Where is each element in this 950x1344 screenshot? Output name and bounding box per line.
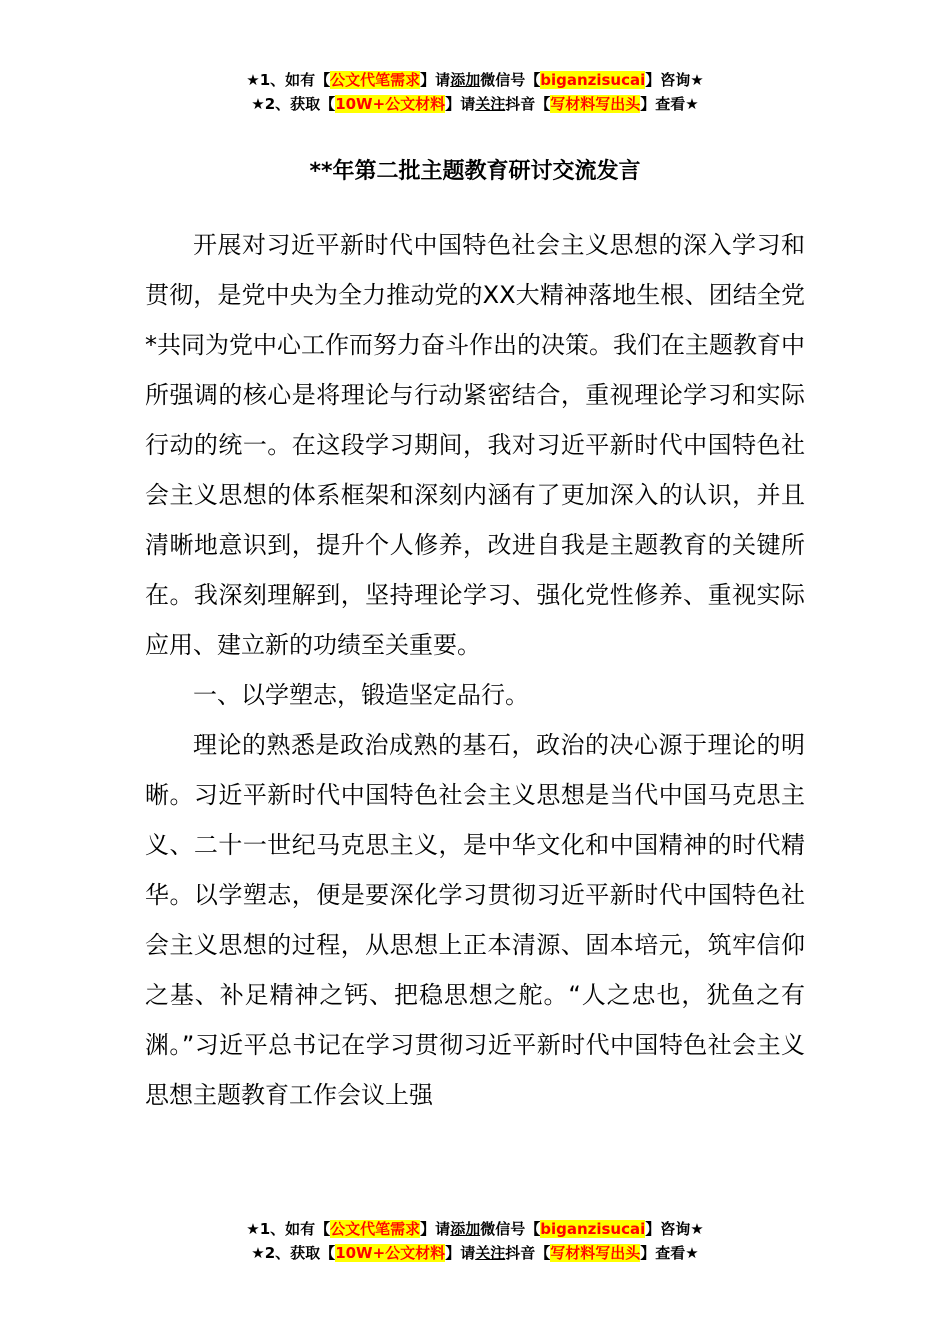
banner-text: 】查看★ — [640, 95, 699, 113]
banner-highlight: biganzisucai — [540, 71, 646, 89]
banner-line-2 — [0, 92, 950, 116]
banner-text: ★2、获取【 — [251, 1244, 336, 1262]
banner-text: 】查看★ — [640, 1244, 699, 1262]
section-heading: 一、以学塑志，锻造坚定品行。 — [193, 681, 529, 709]
banner-highlight: 写材料写出头 — [550, 1244, 641, 1262]
banner-underline: 添加 — [450, 71, 481, 89]
banner-text: ★1、如有【 — [246, 1220, 331, 1238]
banner-text: 微信号【 — [480, 1220, 541, 1238]
banner-text: 】请 — [420, 71, 451, 89]
banner-highlight: 公文代笔需求 — [330, 1220, 421, 1238]
banner-highlight: 10W+公文材料 — [335, 95, 446, 113]
banner-text: 】请 — [420, 1220, 451, 1238]
banner-line-1 — [0, 1217, 950, 1241]
banner-text: 抖音【 — [505, 1244, 551, 1262]
banner-underline: 关注 — [475, 1244, 506, 1262]
banner-text: 】请 — [445, 95, 476, 113]
banner-text: 】咨询★ — [645, 1220, 704, 1238]
banner-text: 】咨询★ — [645, 71, 704, 89]
banner-text: 】请 — [445, 1244, 476, 1262]
banner-text: ★2、获取【 — [251, 95, 336, 113]
footer-banner — [0, 1217, 950, 1265]
banner-underline: 添加 — [450, 1220, 481, 1238]
paragraph: 开展对习近平新时代中国特色社会主义思想的深入学习和贯彻，是党中央为全力推动党的XX大精神落地生根、团结全党*共同为党中心工作而努力奋斗作出的决策。我们在主题教育中所强调的核心是将理论与行动紧密结合，重视理论学习和实际行动的统一。在这段学习期间，我对习近平新时代中国特色社会主义思想的体系框架和深刻内涵有了更加深入的认识，并且清晰地意识到，提升个人修养，改进自我是主题教育的关键所在。我深刻理解到，坚持理论学习、强化党性修养、重视实际应用、建立新的功绩至关重要。 — [145, 231, 805, 659]
banner-highlight: 写材料写出头 — [550, 95, 641, 113]
banner-text: ★1、如有【 — [246, 71, 331, 89]
document-body — [145, 220, 805, 1120]
banner-highlight: 公文代笔需求 — [330, 71, 421, 89]
banner-text: 微信号【 — [480, 71, 541, 89]
document-title: **年第二批主题教育研讨交流发言 — [309, 159, 641, 184]
banner-highlight: biganzisucai — [540, 1220, 646, 1238]
banner-text: 抖音【 — [505, 95, 551, 113]
banner-line-1 — [0, 68, 950, 92]
header-banner — [0, 68, 950, 116]
banner-underline: 关注 — [475, 95, 506, 113]
paragraph: 理论的熟悉是政治成熟的基石，政治的决心源于理论的明晰。习近平新时代中国特色社会主义思想是当代中国马克思主义、二十一世纪马克思主义，是中华文化和中国精神的时代精华。以学塑志，便是要深化学习贯彻习近平新时代中国特色社会主义思想的过程，从思想上正本清源、固本培元，筑牢信仰之基、补足精神之钙、把稳思想之舵。“人之忠也，犹鱼之有渊。”习近平总书记在学习贯彻习近平新时代中国特色社会主义思想主题教育工作会议上强 — [145, 731, 805, 1109]
banner-highlight: 10W+公文材料 — [335, 1244, 446, 1262]
banner-line-2 — [0, 1241, 950, 1265]
